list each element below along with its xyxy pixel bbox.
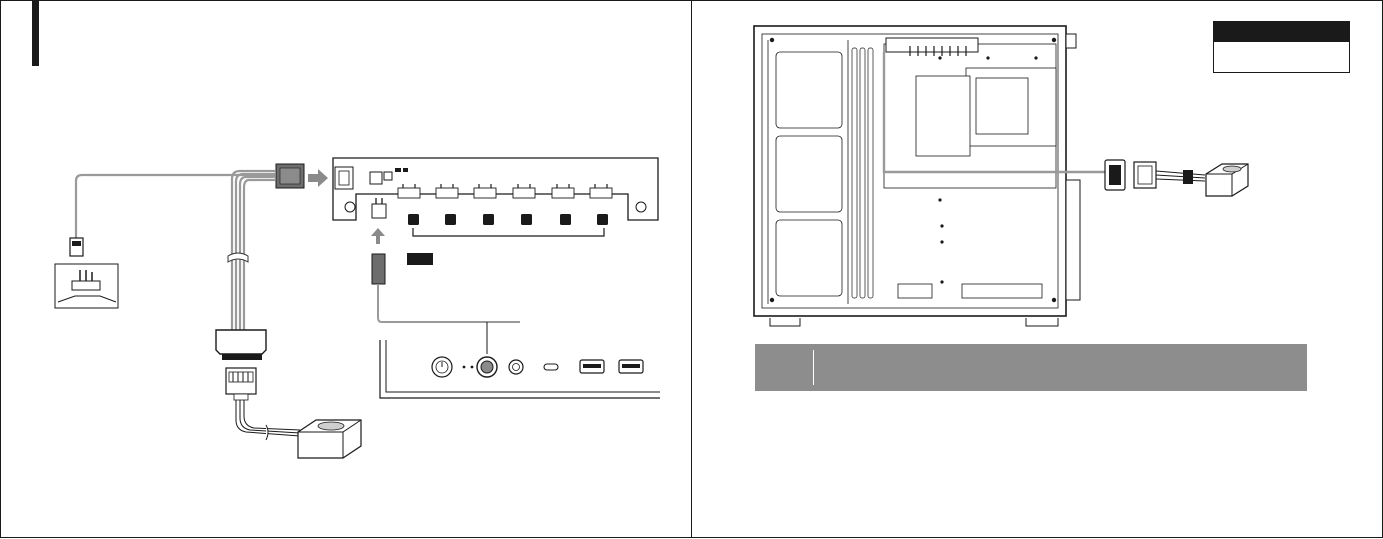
- sata-connector-icon: [216, 330, 266, 400]
- header-bracket: [413, 228, 604, 236]
- led-indicator-1: [463, 366, 466, 369]
- psu-icon: [298, 420, 361, 458]
- power-button-icon: [432, 357, 452, 377]
- usb-a-port-icon: [580, 360, 604, 373]
- usb-c-port-icon: [544, 364, 558, 370]
- button-plug: [372, 254, 385, 284]
- led-indicator-2: [471, 366, 474, 369]
- note-banner: [755, 344, 1307, 391]
- header-markers: [408, 214, 608, 225]
- reset-button-icon: [477, 357, 497, 377]
- insert-arrow-up: [371, 228, 385, 244]
- fan-header-icon: [55, 238, 118, 308]
- usb-a-port-icon: [619, 360, 643, 373]
- insert-arrow-right: [308, 169, 328, 187]
- label-tag: [407, 253, 433, 265]
- note-banner-divider: [813, 350, 814, 385]
- button-header: [372, 204, 386, 218]
- right-page: [691, 0, 1383, 538]
- audio-jack-icon: [509, 360, 523, 374]
- legend-box-header: [1214, 22, 1349, 42]
- legend-box: [1213, 21, 1350, 73]
- cable-break-mark: [228, 253, 248, 262]
- button-cable: [378, 284, 520, 322]
- sata-cable-bundle: [232, 171, 275, 330]
